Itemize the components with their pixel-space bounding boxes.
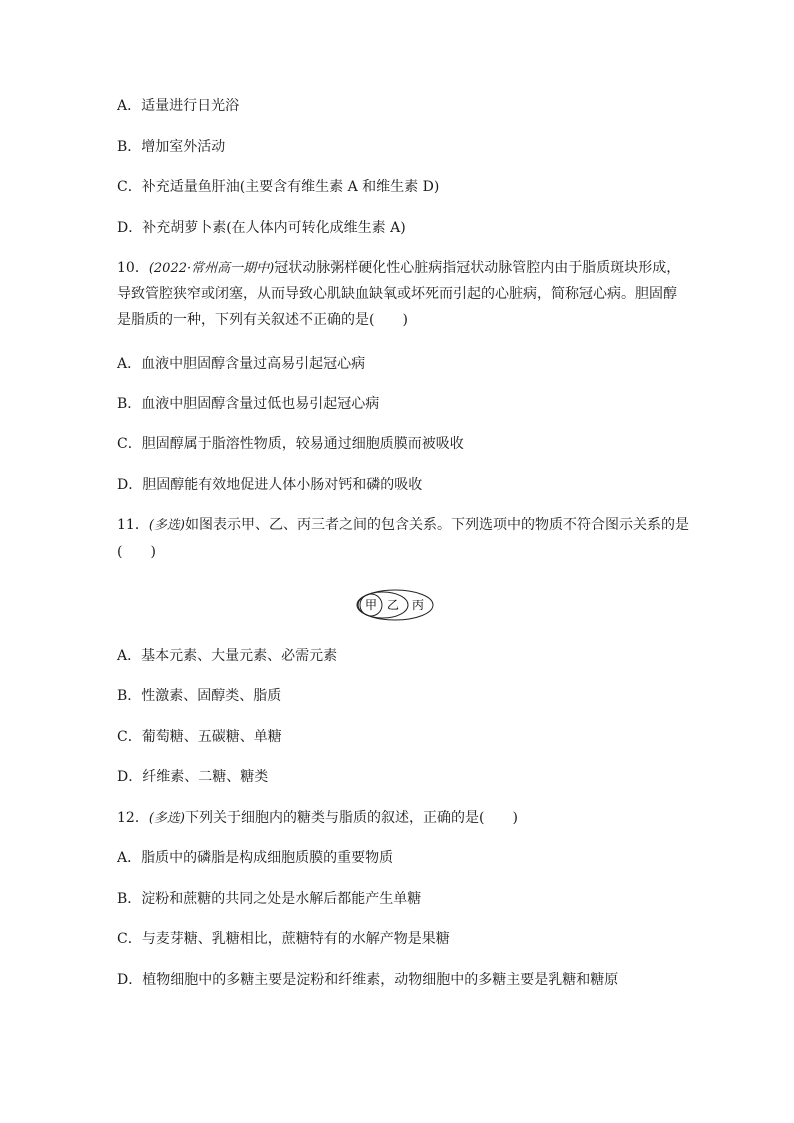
q11-stem-line2: ( )	[117, 544, 156, 560]
q12-option-a: A．脂质中的磷脂是构成细胞质膜的重要物质	[117, 850, 394, 866]
q12-number: 12．	[117, 810, 149, 826]
q12-option-c: C．与麦芽糖、乳糖相比，蔗糖特有的水解产物是果糖	[117, 931, 450, 947]
q10-option-c: C．胆固醇属于脂溶性物质，较易通过细胞质膜而被吸收	[117, 436, 464, 452]
venn-diagram	[355, 588, 435, 622]
q10-stem-line2: 导致管腔狭窄或闭塞，从而导致心肌缺血缺氧或坏死而引起的心脏病，简称冠心病。胆固醇	[117, 286, 677, 302]
q10-option-a: A．血液中胆固醇含量过高易引起冠心病	[117, 356, 366, 372]
q11-option-a: A．基本元素、大量元素、必需元素	[117, 648, 338, 664]
q12-option-d: D．植物细胞中的多糖主要是淀粉和纤维素，动物细胞中的多糖主要是乳糖和糖原	[117, 972, 619, 988]
venn-label-middle: 乙	[386, 598, 400, 612]
q10-stem-line1	[117, 258, 680, 279]
q9-option-b: B．增加室外活动	[117, 139, 226, 155]
q10-source: (2022·常州高一期中)	[148, 261, 275, 276]
q11-option-d: D．纤维素、二糖、糖类	[117, 769, 269, 785]
q11-stem-line1	[117, 515, 689, 536]
q11-number: 11．	[117, 517, 149, 533]
q9-option-d: D．补充胡萝卜素(在人体内可转化成维生素 A)	[117, 220, 406, 236]
q10-option-d: D．胆固醇能有效地促进人体小肠对钙和磷的吸收	[117, 477, 423, 493]
q11-option-c: C．葡萄糖、五碳糖、单糖	[117, 729, 282, 745]
q12-stem-line1	[117, 808, 518, 829]
venn-label-inner: 甲	[364, 598, 378, 612]
q10-stem-line3: 是脂质的一种，下列有关叙述不正确的是( )	[117, 312, 408, 328]
q9-option-c: C．补充适量鱼肝油(主要含有维生素 A 和维生素 D)	[117, 179, 440, 195]
q12-tag: (多选)	[148, 811, 185, 826]
q10-number: 10．	[117, 260, 149, 276]
q9-option-a: A．适量进行日光浴	[117, 98, 240, 114]
venn-label-outer: 丙	[411, 598, 425, 612]
q12-option-b: B．淀粉和蔗糖的共同之处是水解后都能产生单糖	[117, 891, 422, 907]
q11-tag: (多选)	[148, 518, 185, 533]
q11-text-1: 如图表示甲、乙、丙三者之间的包含关系。下列选项中的物质不符合图示关系的是	[184, 517, 689, 533]
q10-text-1: 冠状动脉粥样硬化性心脏病指冠状动脉管腔内由于脂质斑块形成，	[274, 260, 681, 276]
q10-option-b: B．血液中胆固醇含量过低也易引起冠心病	[117, 396, 380, 412]
q11-option-b: B．性激素、固醇类、脂质	[117, 688, 282, 704]
q12-text-1: 下列关于细胞内的糖类与脂质的叙述，正确的是( )	[184, 810, 518, 826]
